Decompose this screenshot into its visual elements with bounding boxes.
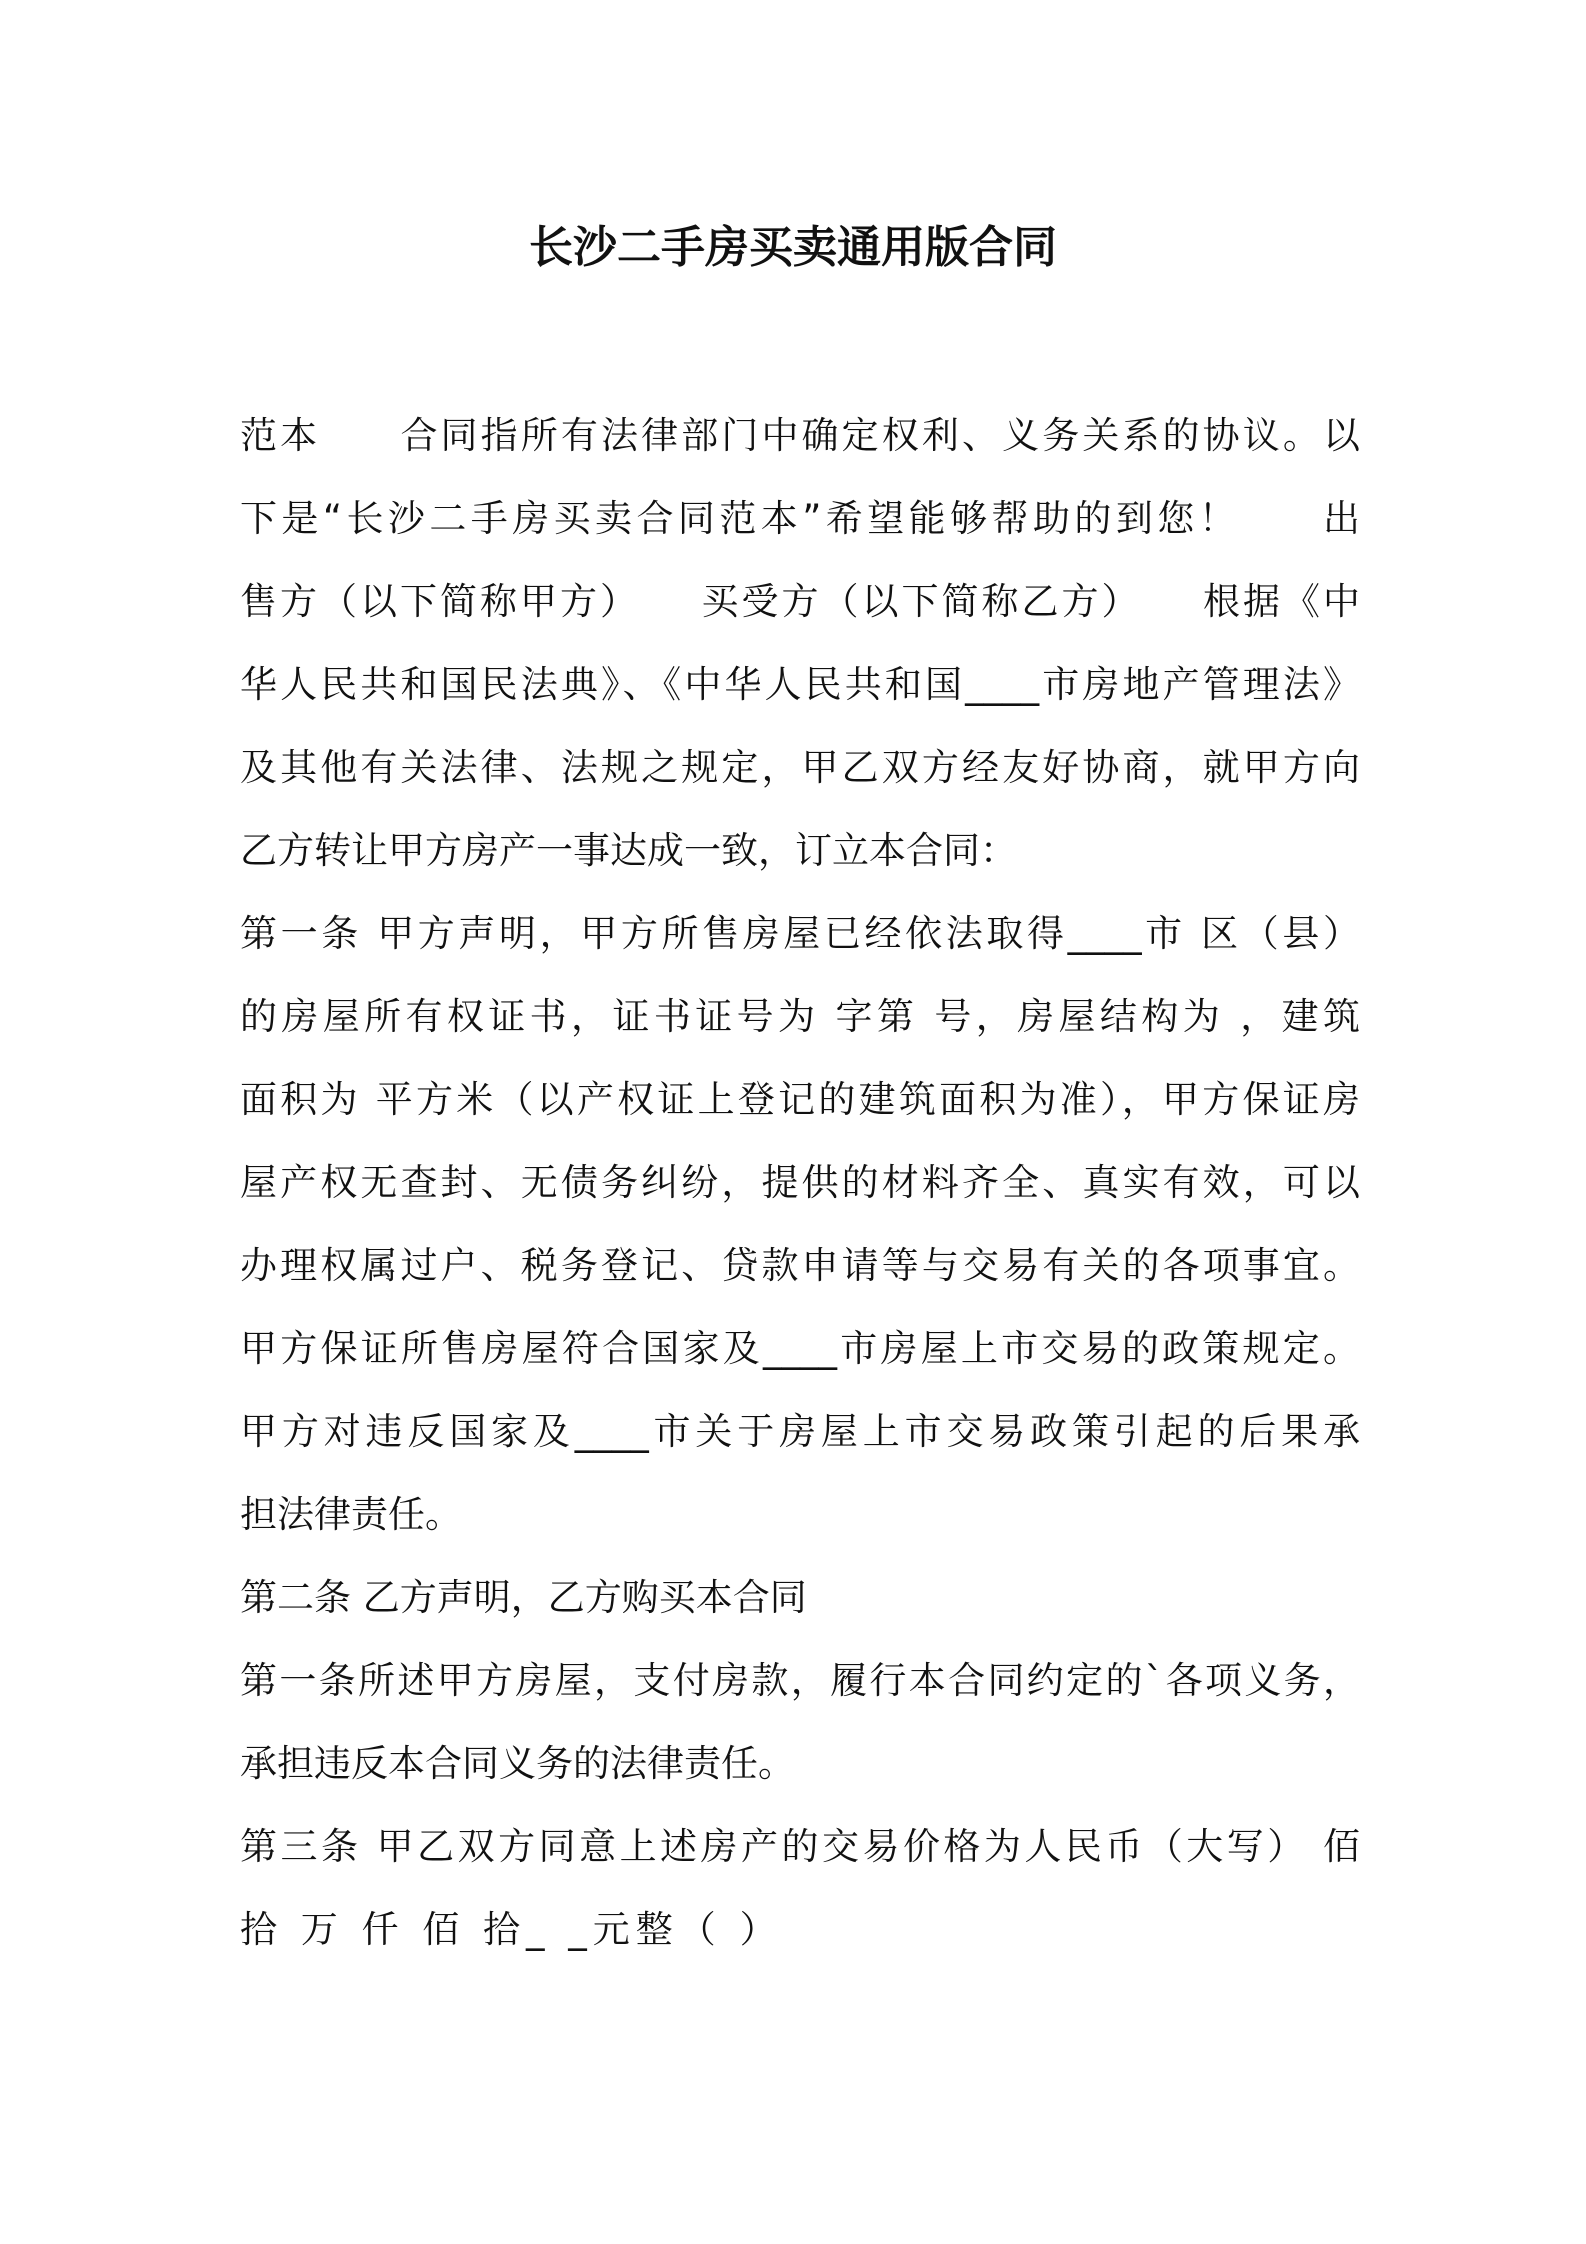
paragraph-line: 第一条 甲方声明，甲方所售房屋已经依法取得____市 区（县） bbox=[240, 912, 1360, 955]
paragraph-line: 屋产权无查封、无债务纠纷，提供的材料齐全、真实有效，可以 bbox=[240, 1161, 1360, 1204]
paragraph-line: 甲方对违反国家及____市关于房屋上市交易政策引起的后果承 bbox=[240, 1410, 1360, 1453]
paragraph-line: 华人民共和国民法典》、《中华人民共和国____市房地产管理法》 bbox=[240, 663, 1360, 706]
paragraph-line: 面积为 平方米（以产权证上登记的建筑面积为准），甲方保证房 bbox=[240, 1078, 1360, 1121]
paragraph-line: 售方（以下简称甲方） 买受方（以下简称乙方） 根据《中 bbox=[240, 580, 1360, 623]
document-title: 长沙二手房买卖通用版合同 bbox=[529, 222, 1057, 273]
paragraph-line: 担法律责任。 bbox=[240, 1493, 462, 1536]
paragraph-line: 甲方保证所售房屋符合国家及____市房屋上市交易的政策规定。 bbox=[240, 1327, 1360, 1370]
paragraph-line: 承担违反本合同义务的法律责任。 bbox=[240, 1742, 795, 1785]
paragraph-line: 办理权属过户、税务登记、贷款申请等与交易有关的各项事宜。 bbox=[240, 1244, 1360, 1287]
paragraph-line: 第二条 乙方声明，乙方购买本合同 bbox=[240, 1576, 807, 1619]
paragraph-line: 的房屋所有权证书，证书证号为 字第 号，房屋结构为 ，建筑 bbox=[240, 995, 1360, 1038]
paragraph-line: 拾 万 仟 佰 拾_ _元整（ ） bbox=[240, 1908, 783, 1951]
paragraph-line: 及其他有关法律、法规之规定，甲乙双方经友好协商，就甲方向 bbox=[240, 746, 1360, 789]
paragraph-line: 第三条 甲乙双方同意上述房产的交易价格为人民币（大写） 佰 bbox=[240, 1825, 1360, 1868]
paragraph-line: 乙方转让甲方房产一事达成一致，订立本合同： bbox=[240, 829, 1017, 872]
paragraph-line: 范本 合同指所有法律部门中确定权利、义务关系的协议。以 bbox=[240, 414, 1360, 457]
paragraph-line: 下是“长沙二手房买卖合同范本”希望能够帮助的到您！ 出 bbox=[240, 497, 1360, 540]
paragraph-line: 第一条所述甲方房屋，支付房款，履行本合同约定的`各项义务， bbox=[240, 1659, 1360, 1702]
